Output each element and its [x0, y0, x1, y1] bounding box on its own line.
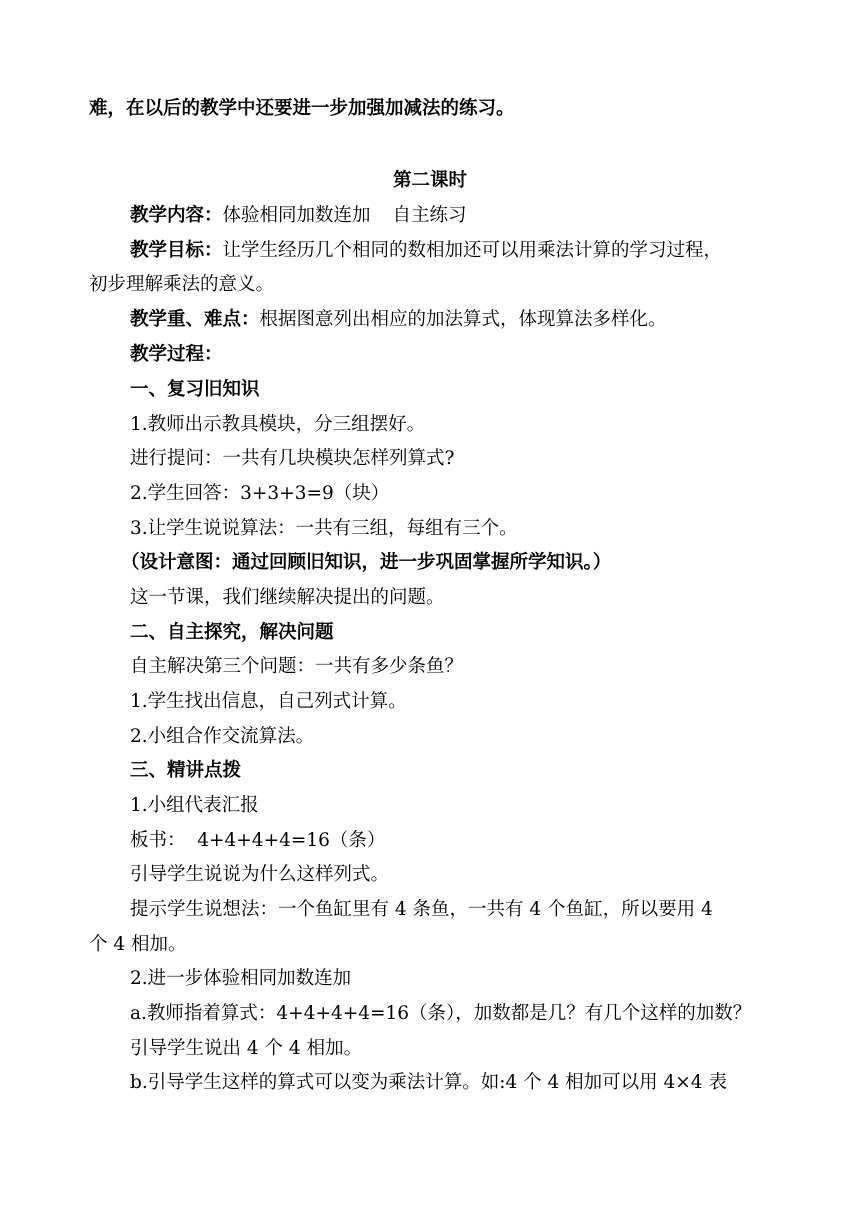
section-3-line-5: 2.进一步体验相同加数连加: [130, 968, 352, 989]
section-3-line-6: a.教师指着算式：4+4+4+4=16（条），加数都是几？有几个这样的加数？: [130, 1003, 752, 1024]
section-1-line-3: 2.学生回答：3+3+3=9（块）: [130, 483, 390, 504]
section-3-line-7: 引导学生说出 4 个 4 相加。: [130, 1038, 363, 1059]
board-writing: 板书： 4+4+4+4=16（条）: [130, 830, 386, 851]
section-3-line-3: 引导学生说说为什么这样列式。: [130, 864, 390, 885]
teaching-content-a: 体验相同加数连加: [222, 205, 371, 226]
section-3-line-8: b.引导学生这样的算式可以变为乘法计算。如:4 个 4 相加可以用 4×4 表: [130, 1072, 727, 1093]
section-2-heading: 二、自主探究，解决问题: [130, 622, 334, 643]
teaching-goal-text-1: 让学生经历几个相同的数相加还可以用乘法计算的学习过程，: [222, 240, 723, 261]
teaching-content: [130, 204, 467, 228]
continued-paragraph-line: 难，在以后的教学中还要进一步加强加减法的练习。: [89, 98, 515, 119]
section-3-heading: 三、精讲点拨: [130, 760, 242, 781]
section-2-line-3: 2.小组合作交流算法。: [130, 726, 315, 747]
teaching-goal-label: 教学目标：: [130, 240, 223, 261]
key-points-text: 根据图意列出相应的加法算式，体现算法多样化。: [259, 309, 667, 330]
teaching-content-label: 教学内容：: [130, 205, 223, 226]
section-1-heading: 一、复习旧知识: [130, 379, 260, 400]
section-2-line-1: 自主解决第三个问题：一共有多少条鱼？: [130, 656, 464, 677]
section-2-line-2: 1.学生找出信息，自己列式计算。: [130, 691, 407, 712]
design-intent-note: （设计意图：通过回顾旧知识，进一步巩固掌握所学知识。）: [121, 552, 612, 573]
section-1-line-1: 1.教师出示教具模块，分三组摆好。: [130, 414, 426, 435]
section-3-line-4a: 提示学生说想法：一个鱼缸里有 4 条鱼，一共有 4 个鱼缸，所以要用 4: [130, 899, 713, 920]
key-points: [130, 308, 667, 332]
lesson-title: 第二课时: [392, 170, 467, 191]
section-1-line-2: 进行提问：一共有几块模块怎样列算式?: [130, 448, 455, 469]
teaching-content-b: 自主练习: [392, 205, 467, 226]
teaching-goal: [130, 239, 722, 263]
section-1-line-6: 这一节课，我们继续解决提出的问题。: [130, 587, 445, 608]
section-3-line-1: 1.小组代表汇报: [130, 795, 259, 816]
section-1-line-4: 3.让学生说说算法：一共有三组，每组有三个。: [130, 518, 518, 539]
key-points-label: 教学重、难点：: [130, 309, 260, 330]
section-3-line-4b: 个 4 相加。: [89, 934, 187, 955]
teaching-goal-text-2: 初步理解乘法的意义。: [89, 274, 275, 295]
process-heading: 教学过程：: [130, 344, 223, 365]
